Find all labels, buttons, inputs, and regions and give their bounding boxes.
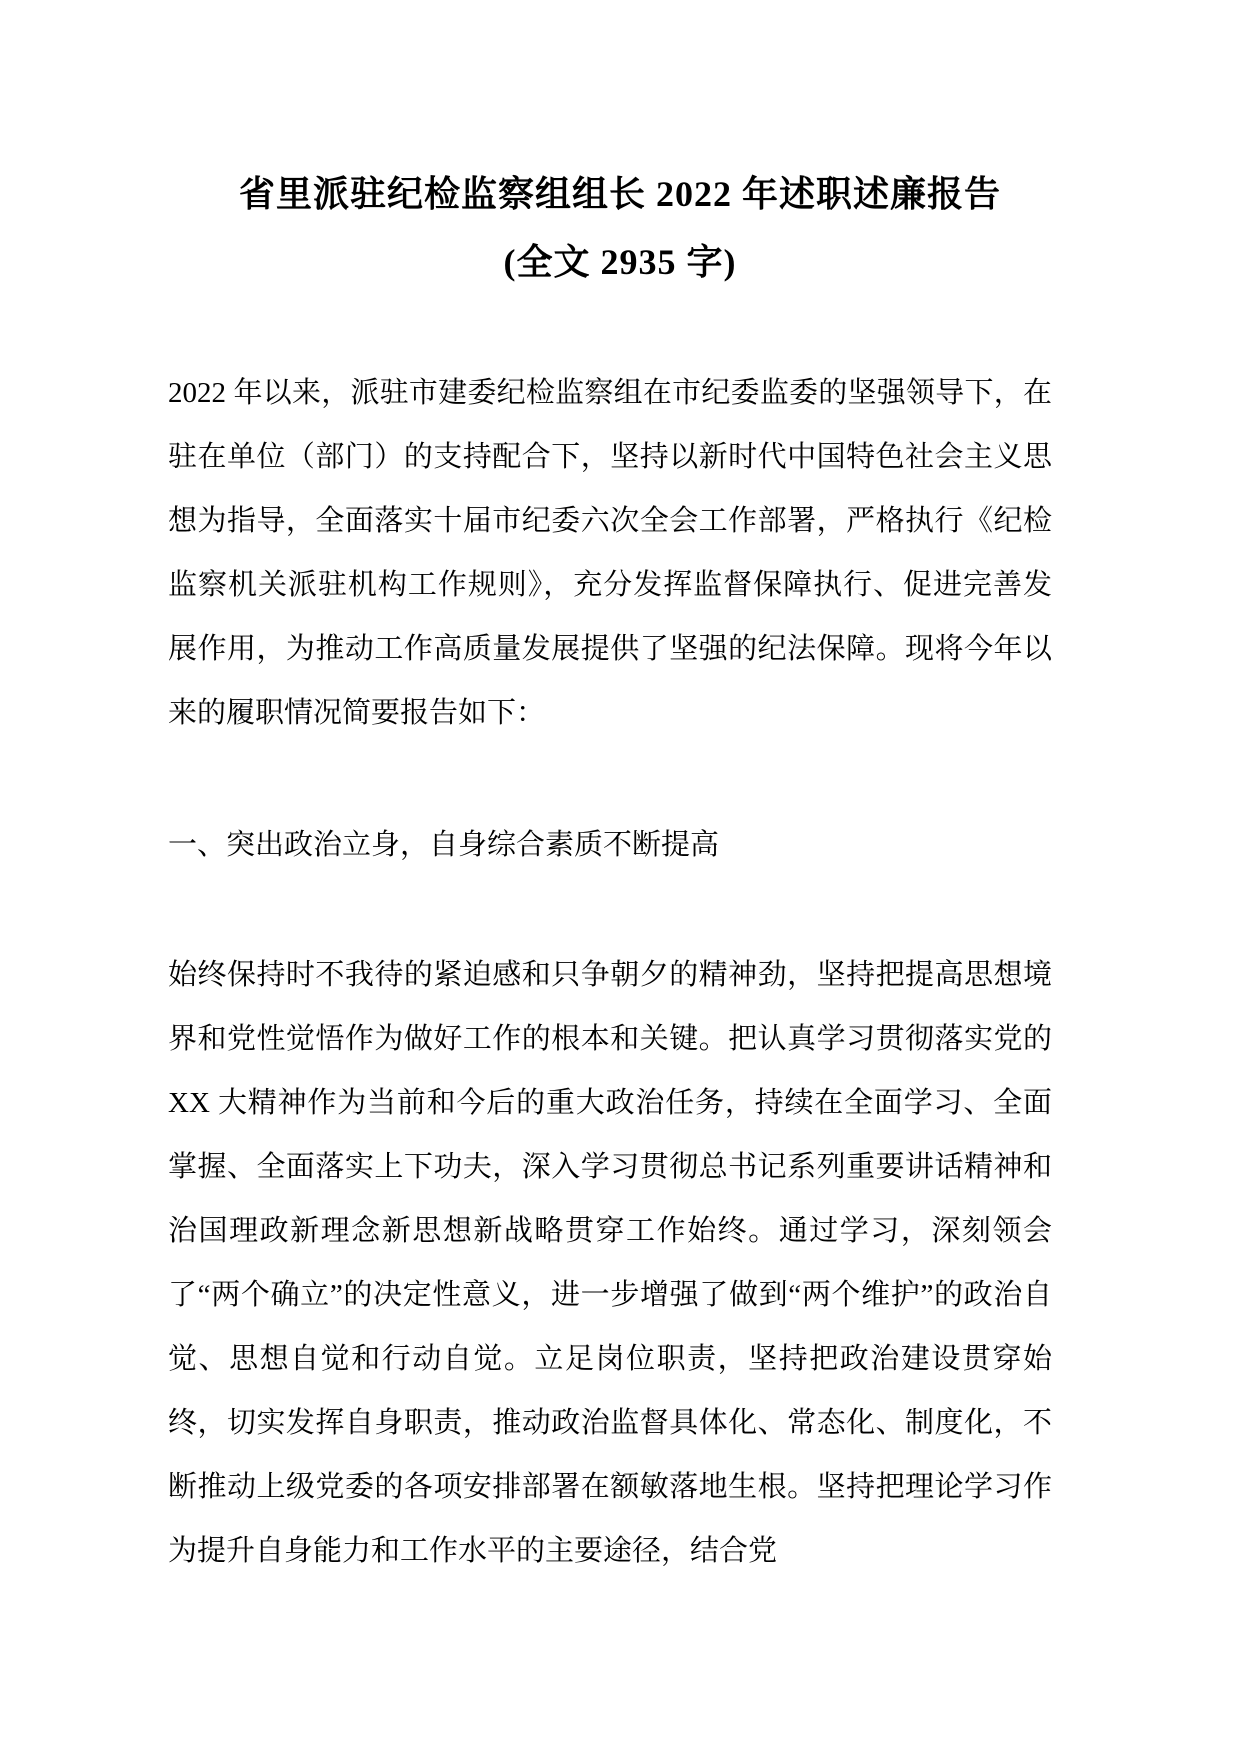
title-line-2: (全文 2935 字) (503, 242, 737, 282)
body-paragraph: 始终保持时不我待的紧迫感和只争朝夕的精神劲，坚持把提高思想境界和党性觉悟作为做好工作的根本和关键。把认真学习贯彻落实党的 XX 大精神作为当前和今后的重大政治任务，持续在全面学习、全面掌握、全面落实上下功夫，深入学习贯彻总书记系列重要讲话精神和治国理政新理念新思想新战略贯穿工作始终。通过学习，深刻领会了“两个确立”的决定性意义，进一步增强了做到“两个维护”的政治自觉、思想自觉和行动自觉。立足岗位职责，坚持把政治建设贯穿始终，切实发挥自身职责，推动政治监督具体化、常态化、制度化，不断推动上级党委的各项安排部署在额敏落地生根。坚持把理论学习作为提升自身能力和工作水平的主要途径，结合党 (168, 959, 1052, 1567)
section-heading: 一、突出政治立身，自身综合素质不断提高 (168, 829, 720, 861)
body-paragraph: 2022 年以来，派驻市建委纪检监察组在市纪委监委的坚强领导下，在驻在单位（部门）的支持配合下，坚持以新时代中国特色社会主义思想为指导，全面落实十届市纪委六次全会工作部署，严格执行《纪检监察机关派驻机构工作规则》，充分发挥监督保障执行、促进完善发展作用，为推动工作高质量发展提供了坚强的纪法保障。现将今年以来的履职情况简要报告如下： (168, 377, 1052, 729)
document-body (0, 361, 1240, 1583)
document-title (0, 160, 1240, 296)
title-line-1: 省里派驻纪检监察组组长 2022 年述职述廉报告 (238, 174, 1001, 214)
